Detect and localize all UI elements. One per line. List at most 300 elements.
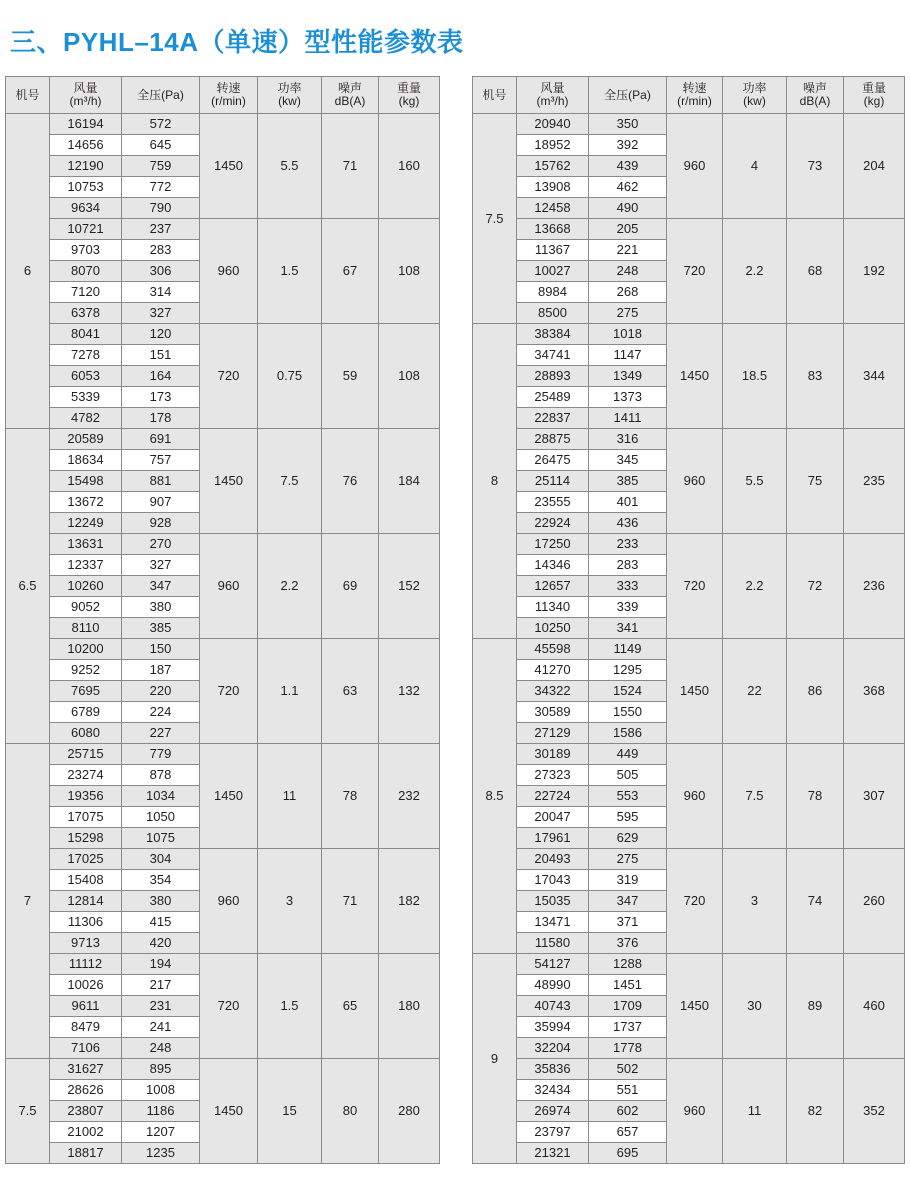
power-cell: 5.5 <box>258 114 322 219</box>
pressure-cell: 270 <box>122 534 200 555</box>
pressure-cell: 1149 <box>589 639 667 660</box>
pressure-cell: 695 <box>589 1143 667 1164</box>
table-row <box>6 534 440 555</box>
header-model: 机号 <box>473 77 517 114</box>
table-row <box>6 219 440 240</box>
airflow-cell: 8110 <box>50 618 122 639</box>
airflow-cell: 48990 <box>517 975 589 996</box>
speed-cell: 720 <box>200 639 258 744</box>
header-power-line: 功率 <box>277 81 302 95</box>
pressure-cell: 187 <box>122 660 200 681</box>
noise-cell: 71 <box>322 849 379 954</box>
airflow-cell: 23274 <box>50 765 122 786</box>
power-cell: 22 <box>723 639 787 744</box>
noise-cell: 76 <box>322 429 379 534</box>
pressure-cell: 551 <box>589 1080 667 1101</box>
airflow-cell: 7278 <box>50 345 122 366</box>
airflow-cell: 13672 <box>50 492 122 513</box>
airflow-cell: 10026 <box>50 975 122 996</box>
header-speed <box>667 77 723 114</box>
pressure-cell: 401 <box>589 492 667 513</box>
pressure-cell: 436 <box>589 513 667 534</box>
airflow-cell: 28875 <box>517 429 589 450</box>
airflow-cell: 31627 <box>50 1059 122 1080</box>
power-cell: 5.5 <box>723 429 787 534</box>
pressure-cell: 490 <box>589 198 667 219</box>
pressure-cell: 241 <box>122 1017 200 1038</box>
pressure-cell: 327 <box>122 303 200 324</box>
pressure-cell: 385 <box>589 471 667 492</box>
airflow-cell: 9611 <box>50 996 122 1017</box>
speed-cell: 1450 <box>200 1059 258 1164</box>
airflow-cell: 17250 <box>517 534 589 555</box>
pressure-cell: 1411 <box>589 408 667 429</box>
table-row <box>473 744 905 765</box>
airflow-cell: 40743 <box>517 996 589 1017</box>
speed-cell: 1450 <box>667 954 723 1059</box>
speed-cell: 1450 <box>667 324 723 429</box>
airflow-cell: 10027 <box>517 261 589 282</box>
airflow-cell: 9634 <box>50 198 122 219</box>
table-row <box>6 1059 440 1080</box>
weight-cell: 182 <box>379 849 440 954</box>
pressure-cell: 895 <box>122 1059 200 1080</box>
airflow-cell: 54127 <box>517 954 589 975</box>
noise-cell: 78 <box>322 744 379 849</box>
header-speed-line: 转速 <box>682 81 707 95</box>
power-cell: 2.2 <box>723 534 787 639</box>
airflow-cell: 27323 <box>517 765 589 786</box>
header-power-line: 功率 <box>742 81 767 95</box>
performance-table-left <box>5 76 440 1164</box>
noise-cell: 73 <box>787 114 844 219</box>
noise-cell: 65 <box>322 954 379 1059</box>
airflow-cell: 10721 <box>50 219 122 240</box>
airflow-cell: 14656 <box>50 135 122 156</box>
noise-cell: 63 <box>322 639 379 744</box>
header-noise-line: 噪声 <box>802 81 827 95</box>
header-airflow-line: (m³/h) <box>536 94 569 108</box>
header-noise-line: dB(A) <box>799 94 831 108</box>
pressure-cell: 376 <box>589 933 667 954</box>
pressure-cell: 1018 <box>589 324 667 345</box>
airflow-cell: 11306 <box>50 912 122 933</box>
airflow-cell: 25489 <box>517 387 589 408</box>
weight-cell: 232 <box>379 744 440 849</box>
table-row <box>6 639 440 660</box>
pressure-cell: 572 <box>122 114 200 135</box>
pressure-cell: 339 <box>589 597 667 618</box>
weight-cell: 192 <box>844 219 905 324</box>
airflow-cell: 11340 <box>517 597 589 618</box>
weight-cell: 352 <box>844 1059 905 1164</box>
pressure-cell: 757 <box>122 450 200 471</box>
airflow-cell: 28893 <box>517 366 589 387</box>
table-row <box>6 324 440 345</box>
power-cell: 1.5 <box>258 954 322 1059</box>
airflow-cell: 20589 <box>50 429 122 450</box>
model-number-cell: 8.5 <box>473 639 517 954</box>
header-weight-line: (kg) <box>398 94 420 108</box>
airflow-cell: 20940 <box>517 114 589 135</box>
noise-cell: 74 <box>787 849 844 954</box>
pressure-cell: 275 <box>589 303 667 324</box>
pressure-cell: 120 <box>122 324 200 345</box>
pressure-cell: 462 <box>589 177 667 198</box>
noise-cell: 69 <box>322 534 379 639</box>
airflow-cell: 30189 <box>517 744 589 765</box>
pressure-cell: 341 <box>589 618 667 639</box>
weight-cell: 152 <box>379 534 440 639</box>
airflow-cell: 15408 <box>50 870 122 891</box>
pressure-cell: 385 <box>122 618 200 639</box>
noise-cell: 80 <box>322 1059 379 1164</box>
speed-cell: 1450 <box>667 639 723 744</box>
pressure-cell: 231 <box>122 996 200 1017</box>
pressure-cell: 314 <box>122 282 200 303</box>
airflow-cell: 6378 <box>50 303 122 324</box>
pressure-cell: 1050 <box>122 807 200 828</box>
airflow-cell: 12458 <box>517 198 589 219</box>
pressure-cell: 449 <box>589 744 667 765</box>
power-cell: 7.5 <box>723 744 787 849</box>
power-cell: 2.2 <box>723 219 787 324</box>
airflow-cell: 25114 <box>517 471 589 492</box>
weight-cell: 260 <box>844 849 905 954</box>
noise-cell: 89 <box>787 954 844 1059</box>
pressure-cell: 657 <box>589 1122 667 1143</box>
model-number-cell: 7.5 <box>6 1059 50 1164</box>
airflow-cell: 34322 <box>517 681 589 702</box>
airflow-cell: 27129 <box>517 723 589 744</box>
model-number-cell: 6.5 <box>6 429 50 744</box>
speed-cell: 960 <box>667 744 723 849</box>
pressure-cell: 345 <box>589 450 667 471</box>
table-row <box>6 429 440 450</box>
header-pressure: 全压(Pa) <box>589 77 667 114</box>
power-cell: 1.5 <box>258 219 322 324</box>
airflow-cell: 20493 <box>517 849 589 870</box>
airflow-cell: 17025 <box>50 849 122 870</box>
noise-cell: 67 <box>322 219 379 324</box>
pressure-cell: 595 <box>589 807 667 828</box>
airflow-cell: 12337 <box>50 555 122 576</box>
pressure-cell: 354 <box>122 870 200 891</box>
noise-cell: 78 <box>787 744 844 849</box>
airflow-cell: 7106 <box>50 1038 122 1059</box>
pressure-cell: 233 <box>589 534 667 555</box>
pressure-cell: 151 <box>122 345 200 366</box>
header-speed-line: (r/min) <box>677 94 712 108</box>
pressure-cell: 1186 <box>122 1101 200 1122</box>
airflow-cell: 10200 <box>50 639 122 660</box>
pressure-cell: 878 <box>122 765 200 786</box>
power-cell: 15 <box>258 1059 322 1164</box>
airflow-cell: 9052 <box>50 597 122 618</box>
header-speed <box>200 77 258 114</box>
header-row <box>473 77 905 114</box>
header-weight-line: 重量 <box>861 81 886 95</box>
pressure-cell: 150 <box>122 639 200 660</box>
pressure-cell: 1147 <box>589 345 667 366</box>
airflow-cell: 11367 <box>517 240 589 261</box>
noise-cell: 82 <box>787 1059 844 1164</box>
airflow-cell: 16194 <box>50 114 122 135</box>
table-row <box>473 1059 905 1080</box>
weight-cell: 108 <box>379 219 440 324</box>
pressure-cell: 790 <box>122 198 200 219</box>
airflow-cell: 9703 <box>50 240 122 261</box>
airflow-cell: 6053 <box>50 366 122 387</box>
power-cell: 4 <box>723 114 787 219</box>
pressure-cell: 173 <box>122 387 200 408</box>
power-cell: 2.2 <box>258 534 322 639</box>
airflow-cell: 35836 <box>517 1059 589 1080</box>
airflow-cell: 12249 <box>50 513 122 534</box>
header-pressure: 全压(Pa) <box>122 77 200 114</box>
table-row <box>473 534 905 555</box>
airflow-cell: 25715 <box>50 744 122 765</box>
weight-cell: 184 <box>379 429 440 534</box>
speed-cell: 1450 <box>200 744 258 849</box>
pressure-cell: 347 <box>122 576 200 597</box>
pressure-cell: 164 <box>122 366 200 387</box>
weight-cell: 280 <box>379 1059 440 1164</box>
airflow-cell: 34741 <box>517 345 589 366</box>
model-number-cell: 7.5 <box>473 114 517 324</box>
performance-table-right <box>472 76 905 1164</box>
airflow-cell: 8479 <box>50 1017 122 1038</box>
header-weight <box>844 77 905 114</box>
pressure-cell: 553 <box>589 786 667 807</box>
model-number-cell: 9 <box>473 954 517 1164</box>
pressure-cell: 194 <box>122 954 200 975</box>
pressure-cell: 645 <box>122 135 200 156</box>
pressure-cell: 928 <box>122 513 200 534</box>
airflow-cell: 14346 <box>517 555 589 576</box>
pressure-cell: 1288 <box>589 954 667 975</box>
speed-cell: 960 <box>667 429 723 534</box>
airflow-cell: 15762 <box>517 156 589 177</box>
header-noise <box>322 77 379 114</box>
pressure-cell: 1373 <box>589 387 667 408</box>
pressure-cell: 283 <box>589 555 667 576</box>
pressure-cell: 1349 <box>589 366 667 387</box>
pressure-cell: 224 <box>122 702 200 723</box>
weight-cell: 132 <box>379 639 440 744</box>
speed-cell: 720 <box>200 324 258 429</box>
airflow-cell: 10260 <box>50 576 122 597</box>
speed-cell: 1450 <box>200 114 258 219</box>
airflow-cell: 9252 <box>50 660 122 681</box>
pressure-cell: 227 <box>122 723 200 744</box>
noise-cell: 83 <box>787 324 844 429</box>
pressure-cell: 1075 <box>122 828 200 849</box>
airflow-cell: 35994 <box>517 1017 589 1038</box>
header-power-line: (kw) <box>278 94 301 108</box>
header-row <box>6 77 440 114</box>
table-row <box>473 219 905 240</box>
airflow-cell: 6789 <box>50 702 122 723</box>
airflow-cell: 26475 <box>517 450 589 471</box>
header-noise <box>787 77 844 114</box>
pressure-cell: 217 <box>122 975 200 996</box>
pressure-cell: 691 <box>122 429 200 450</box>
weight-cell: 460 <box>844 954 905 1059</box>
airflow-cell: 26974 <box>517 1101 589 1122</box>
speed-cell: 720 <box>667 534 723 639</box>
airflow-cell: 8984 <box>517 282 589 303</box>
speed-cell: 960 <box>200 534 258 639</box>
header-power <box>723 77 787 114</box>
airflow-cell: 13668 <box>517 219 589 240</box>
power-cell: 3 <box>723 849 787 954</box>
pressure-cell: 602 <box>589 1101 667 1122</box>
speed-cell: 720 <box>667 219 723 324</box>
pressure-cell: 505 <box>589 765 667 786</box>
power-cell: 11 <box>723 1059 787 1164</box>
weight-cell: 204 <box>844 114 905 219</box>
pressure-cell: 1709 <box>589 996 667 1017</box>
airflow-cell: 12657 <box>517 576 589 597</box>
table-row <box>473 954 905 975</box>
header-airflow-line: 风量 <box>73 81 98 95</box>
speed-cell: 960 <box>667 1059 723 1164</box>
pressure-cell: 316 <box>589 429 667 450</box>
header-power <box>258 77 322 114</box>
airflow-cell: 4782 <box>50 408 122 429</box>
table-row <box>6 744 440 765</box>
pressure-cell: 380 <box>122 891 200 912</box>
airflow-cell: 17043 <box>517 870 589 891</box>
airflow-cell: 8041 <box>50 324 122 345</box>
power-cell: 18.5 <box>723 324 787 429</box>
pressure-cell: 221 <box>589 240 667 261</box>
pressure-cell: 380 <box>122 597 200 618</box>
airflow-cell: 21321 <box>517 1143 589 1164</box>
airflow-cell: 11112 <box>50 954 122 975</box>
pressure-cell: 1778 <box>589 1038 667 1059</box>
pressure-cell: 629 <box>589 828 667 849</box>
airflow-cell: 17075 <box>50 807 122 828</box>
pressure-cell: 392 <box>589 135 667 156</box>
power-cell: 30 <box>723 954 787 1059</box>
model-number-cell: 6 <box>6 114 50 429</box>
airflow-cell: 22837 <box>517 408 589 429</box>
pressure-cell: 759 <box>122 156 200 177</box>
pressure-cell: 1235 <box>122 1143 200 1164</box>
pressure-cell: 350 <box>589 114 667 135</box>
pressure-cell: 439 <box>589 156 667 177</box>
pressure-cell: 319 <box>589 870 667 891</box>
airflow-cell: 21002 <box>50 1122 122 1143</box>
airflow-cell: 23555 <box>517 492 589 513</box>
header-noise-line: 噪声 <box>337 81 362 95</box>
pressure-cell: 1034 <box>122 786 200 807</box>
power-cell: 11 <box>258 744 322 849</box>
weight-cell: 108 <box>379 324 440 429</box>
airflow-cell: 15298 <box>50 828 122 849</box>
weight-cell: 180 <box>379 954 440 1059</box>
weight-cell: 307 <box>844 744 905 849</box>
header-noise-line: dB(A) <box>334 94 366 108</box>
weight-cell: 235 <box>844 429 905 534</box>
pressure-cell: 1524 <box>589 681 667 702</box>
pressure-cell: 178 <box>122 408 200 429</box>
pressure-cell: 268 <box>589 282 667 303</box>
airflow-cell: 15035 <box>517 891 589 912</box>
table-row <box>473 429 905 450</box>
noise-cell: 86 <box>787 639 844 744</box>
airflow-cell: 28626 <box>50 1080 122 1101</box>
airflow-cell: 13471 <box>517 912 589 933</box>
airflow-cell: 5339 <box>50 387 122 408</box>
pressure-cell: 1737 <box>589 1017 667 1038</box>
pressure-cell: 1295 <box>589 660 667 681</box>
noise-cell: 71 <box>322 114 379 219</box>
pressure-cell: 333 <box>589 576 667 597</box>
airflow-cell: 41270 <box>517 660 589 681</box>
model-number-cell: 8 <box>473 324 517 639</box>
airflow-cell: 17961 <box>517 828 589 849</box>
pressure-cell: 327 <box>122 555 200 576</box>
airflow-cell: 18952 <box>517 135 589 156</box>
speed-cell: 720 <box>200 954 258 1059</box>
airflow-cell: 19356 <box>50 786 122 807</box>
pressure-cell: 275 <box>589 849 667 870</box>
header-speed-line: 转速 <box>216 81 241 95</box>
pressure-cell: 772 <box>122 177 200 198</box>
pressure-cell: 347 <box>589 891 667 912</box>
airflow-cell: 22924 <box>517 513 589 534</box>
airflow-cell: 8500 <box>517 303 589 324</box>
pressure-cell: 420 <box>122 933 200 954</box>
airflow-cell: 32434 <box>517 1080 589 1101</box>
airflow-cell: 7695 <box>50 681 122 702</box>
weight-cell: 368 <box>844 639 905 744</box>
pressure-cell: 1451 <box>589 975 667 996</box>
weight-cell: 236 <box>844 534 905 639</box>
airflow-cell: 20047 <box>517 807 589 828</box>
power-cell: 7.5 <box>258 429 322 534</box>
airflow-cell: 30589 <box>517 702 589 723</box>
airflow-cell: 18634 <box>50 450 122 471</box>
table-row <box>473 114 905 135</box>
pressure-cell: 306 <box>122 261 200 282</box>
model-number-cell: 7 <box>6 744 50 1059</box>
table-row <box>6 954 440 975</box>
speed-cell: 720 <box>667 849 723 954</box>
header-speed-line: (r/min) <box>211 94 246 108</box>
header-airflow <box>50 77 122 114</box>
pressure-cell: 205 <box>589 219 667 240</box>
pressure-cell: 881 <box>122 471 200 492</box>
pressure-cell: 1207 <box>122 1122 200 1143</box>
pressure-cell: 415 <box>122 912 200 933</box>
airflow-cell: 23797 <box>517 1122 589 1143</box>
airflow-cell: 45598 <box>517 639 589 660</box>
header-power-line: (kw) <box>743 94 766 108</box>
noise-cell: 68 <box>787 219 844 324</box>
header-model: 机号 <box>6 77 50 114</box>
pressure-cell: 304 <box>122 849 200 870</box>
header-weight-line: 重量 <box>396 81 421 95</box>
airflow-cell: 6080 <box>50 723 122 744</box>
power-cell: 3 <box>258 849 322 954</box>
pressure-cell: 779 <box>122 744 200 765</box>
pressure-cell: 248 <box>122 1038 200 1059</box>
table-row <box>6 114 440 135</box>
